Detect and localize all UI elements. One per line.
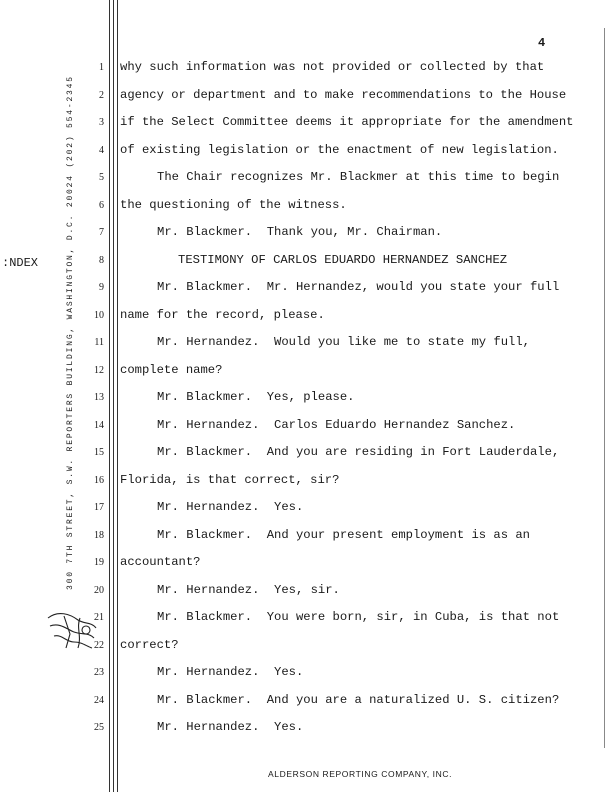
margin-index-label: :NDEX bbox=[2, 256, 39, 270]
line-number: 2 bbox=[99, 89, 104, 101]
line-number: 8 bbox=[99, 254, 104, 266]
line-number: 17 bbox=[94, 502, 104, 513]
line-number: 11 bbox=[94, 337, 104, 348]
transcript-line: why such information was not provided or collected by that bbox=[120, 60, 545, 74]
transcript-line: Mr. Blackmer. And you are a naturalized U. S. citizen? bbox=[157, 692, 560, 707]
transcript-line: name for the record, please. bbox=[120, 307, 325, 322]
transcript-line: the questioning of the witness. bbox=[120, 197, 347, 212]
transcript-line: Mr. Blackmer. And you are residing in Fort Lauderdale, bbox=[157, 445, 560, 459]
line-number: 22 bbox=[94, 639, 104, 651]
transcript-line: correct? bbox=[120, 637, 179, 652]
testimony-heading: TESTIMONY OF CARLOS EDUARDO HERNANDEZ SANCHEZ bbox=[178, 252, 508, 267]
line-number: 16 bbox=[94, 474, 104, 486]
transcript-line: Mr. Hernandez. Yes. bbox=[157, 500, 304, 514]
line-number: 18 bbox=[94, 529, 104, 541]
transcript-line: Mr. Blackmer. Thank you, Mr. Chairman. bbox=[157, 225, 443, 239]
line-number: 10 bbox=[94, 309, 104, 321]
transcript-line: Florida, is that correct, sir? bbox=[120, 472, 340, 487]
transcript-line: Mr. Hernandez. Carlos Eduardo Hernandez Sanchez. bbox=[157, 417, 516, 432]
transcript-line: agency or department and to make recommendations to the House bbox=[120, 87, 567, 102]
line-number: 14 bbox=[94, 419, 104, 431]
line-number: 3 bbox=[99, 117, 104, 128]
line-number: 12 bbox=[94, 364, 104, 376]
line-number: 6 bbox=[99, 199, 104, 211]
line-number: 21 bbox=[94, 612, 104, 623]
line-number: 25 bbox=[94, 722, 104, 733]
margin-rule bbox=[113, 0, 114, 792]
transcript-line: if the Select Committee deems it appropriate for the amendment bbox=[120, 115, 574, 129]
margin-rule bbox=[117, 0, 118, 792]
line-number: 7 bbox=[99, 227, 104, 238]
line-number: 19 bbox=[94, 557, 104, 568]
transcript-line: Mr. Hernandez. Yes, sir. bbox=[157, 582, 340, 597]
margin-rule bbox=[109, 0, 110, 792]
line-number: 15 bbox=[94, 447, 104, 458]
transcript-line: Mr. Blackmer. And your present employment is as an bbox=[157, 527, 530, 542]
transcript-line: Mr. Blackmer. Yes, please. bbox=[157, 390, 355, 404]
reporting-company-footer: ALDERSON REPORTING COMPANY, INC. bbox=[268, 769, 453, 779]
reporter-address-margin bbox=[62, 75, 80, 590]
transcript-line: Mr. Blackmer. You were born, sir, in Cuba, is that not bbox=[157, 610, 560, 624]
line-number: 9 bbox=[99, 282, 104, 293]
transcript-line: complete name? bbox=[120, 362, 223, 377]
line-number: 23 bbox=[94, 667, 104, 678]
transcript-line: accountant? bbox=[120, 555, 201, 569]
line-number: 4 bbox=[99, 144, 104, 156]
right-margin-rule bbox=[604, 28, 605, 748]
line-number: 1 bbox=[99, 62, 104, 73]
transcript-line: Mr. Hernandez. Would you like me to state my full, bbox=[157, 335, 530, 349]
line-number: 20 bbox=[94, 584, 104, 596]
transcript-line: Mr. Hernandez. Yes. bbox=[157, 720, 304, 734]
page-number: 4 bbox=[538, 36, 546, 50]
reporter-address-text: 300 7TH STREET, S.W. REPORTERS BUILDING, WASHINGTON, D.C. 20024 (202) 554-2345 bbox=[66, 75, 75, 590]
line-number: 13 bbox=[94, 392, 104, 403]
line-number: 24 bbox=[94, 694, 104, 706]
transcript-line: of existing legislation or the enactment of new legislation. bbox=[120, 142, 559, 157]
line-number: 5 bbox=[99, 172, 104, 183]
transcript-line: Mr. Blackmer. Mr. Hernandez, would you state your full bbox=[157, 280, 560, 294]
transcript-line: Mr. Hernandez. Yes. bbox=[157, 665, 304, 679]
transcript-line: The Chair recognizes Mr. Blackmer at this time to begin bbox=[157, 170, 560, 184]
